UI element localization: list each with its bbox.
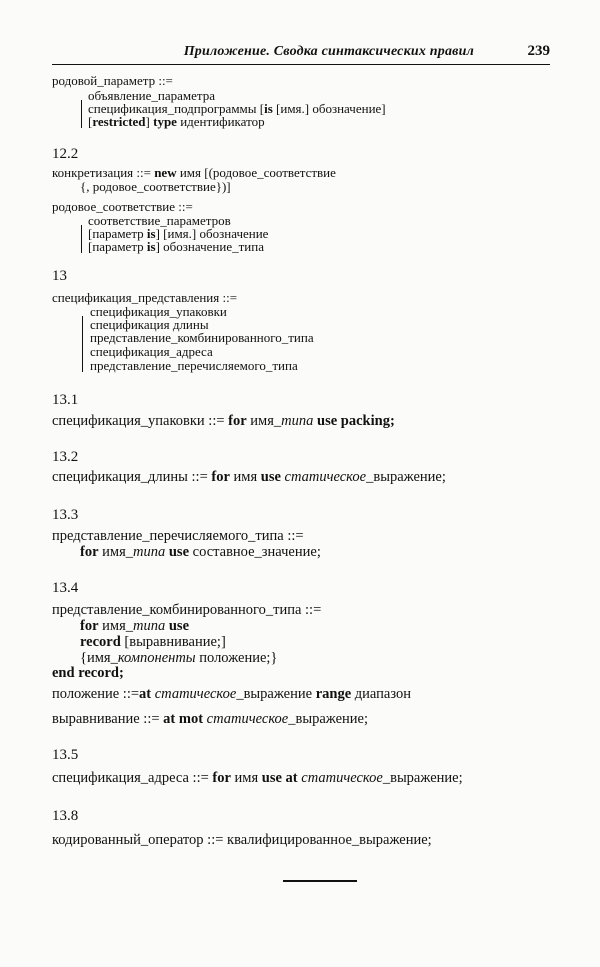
address-spec-rule: спецификация_адреса ::= for имя use at статическое_выражение; — [52, 770, 463, 786]
length-spec-rule: спецификация_длины ::= for имя use статическое_выражение; — [52, 469, 446, 485]
generic-param-alt-2: спецификация_подпрограммы [is [имя.] обозначение] — [88, 101, 386, 116]
repr-spec-alt-3: представление_комбинированного_типа — [90, 330, 314, 345]
section-number-13-8: 13.8 — [52, 808, 79, 824]
instantiation-rule-cont: {, родовое_соответствие})] — [80, 179, 231, 194]
code-statement-rule: кодированный_оператор ::= квалифицированное_выражение; — [52, 832, 432, 848]
section-number-13-5: 13.5 — [52, 747, 79, 763]
alternative-bar — [81, 225, 82, 253]
generic-assoc-alt-2: [параметр is] [имя.] обозначение — [88, 226, 269, 241]
generic-assoc-alt-3: [параметр is] обозначение_типа — [88, 239, 264, 254]
section-number-13-1: 13.1 — [52, 392, 79, 408]
generic-assoc-alt-1: соответствие_параметров — [88, 213, 231, 228]
section-number-13-2: 13.2 — [52, 449, 79, 465]
repr-spec-alt-5: представление_перечисляемого_типа — [90, 358, 298, 373]
page-number: 239 — [527, 43, 550, 59]
instantiation-rule: конкретизация ::= new имя [(родовое_соответствие — [52, 165, 336, 180]
enum-repr-head: представление_перечисляемого_типа ::= — [52, 528, 304, 544]
record-repr-end: end record; — [52, 665, 124, 681]
generic-assoc-head: родовое_соответствие ::= — [52, 199, 193, 214]
end-rule — [283, 880, 357, 882]
header-title: Приложение. Сводка синтаксических правил — [183, 44, 474, 59]
generic-param-alt-3: [restricted] type идентификатор — [88, 114, 265, 129]
section-number-13-3: 13.3 — [52, 507, 79, 523]
alternative-bar — [82, 316, 83, 372]
enum-repr-body: for имя_типа use составное_значение; — [80, 544, 321, 560]
record-repr-for: for имя_типа use — [80, 618, 190, 634]
record-repr-head: представление_комбинированного_типа ::= — [52, 602, 322, 618]
alignment-rule: выравнивание ::= at mot статическое_выражение; — [52, 711, 369, 727]
record-repr-record: record [выравнивание;] — [80, 634, 226, 650]
repr-spec-alt-4: спецификация_адреса — [90, 344, 213, 359]
section-number-13: 13 — [52, 268, 67, 284]
packing-spec-rule: спецификация_упаковки ::= for имя_типа use packing; — [52, 413, 395, 429]
record-repr-component: {имя_компоненты положение;} — [80, 650, 278, 666]
running-header — [52, 44, 550, 65]
repr-spec-head: спецификация_представления ::= — [52, 290, 238, 305]
generic-param-alt-1: объявление_параметра — [88, 88, 216, 103]
generic-param-head: родовой_параметр ::= — [52, 73, 173, 88]
alternative-bar — [81, 100, 82, 128]
section-number-13-4: 13.4 — [52, 580, 79, 596]
section-number-12-2: 12.2 — [52, 146, 79, 162]
repr-spec-alt-2: спецификация длины — [90, 317, 209, 332]
position-rule: положение ::=at статическое_выражение range диапазон — [52, 686, 411, 702]
repr-spec-alt-1: спецификация_упаковки — [90, 304, 227, 319]
